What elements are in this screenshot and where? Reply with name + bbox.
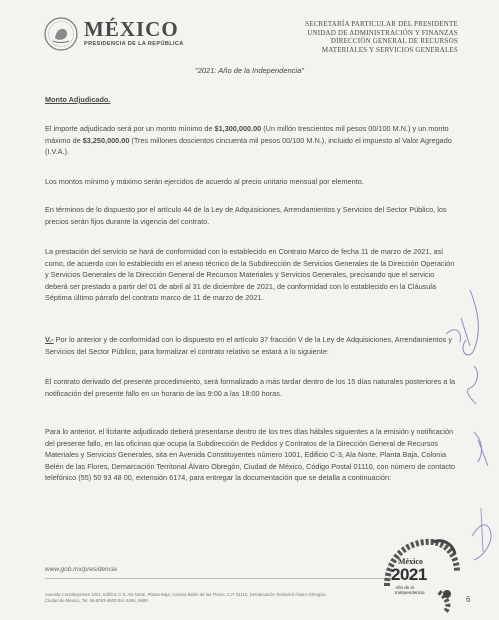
section-heading: Monto Adjudicado. [45, 95, 111, 104]
paragraph-submission-office: Para lo anterior, el licitante adjudicado deberá presentarse dentro de los tres días hábiles siguientes a la emisión y notificación del presente fallo, en las oficinas que ocupa la Subdirección de Pedidos y Contratos de la Dirección General de Recursos Materiales y Servicios Generales, sita en Avenida Constituyentes número 1001, Edificio C-3, Ala Norte, Planta Baja, Colonia Belén de las Flores, Demarcación Territorial Álvaro Obregón, Ciudad de México, Código Postal 01110, con número de contacto telefónico (55) 50 93 48 00, extensión 6174, para entregar la documentación que se detalla a continuación: [45, 427, 456, 482]
paragraph-service-terms: La prestación del servicio se hará de conformidad con lo establecido en Contrato Marco de fecha 11 de marzo de 2021, así como, de acuerdo con lo establecido en el anexo técnico de la Subdirección de Servicios Generales de la Dirección Operación y Servicios Generales de la Dirección General de Recursos Materiales y Servicios Generales, precisando que el servicio deberá ser prestado a partir del 01 de abril al 31 de diciembre de 2021, de conformidad con lo establecido en la Cláusula Séptima último párrafo del contrato marco de 11 de marzo de 2021. [45, 247, 455, 302]
text-run: (Un millón trescientos mil pesos 00/100 M.N.) y un monto máximo de [45, 124, 449, 145]
paragraph-unit-price: Los montos mínimo y máximo serán ejercidos de acuerdo al precio unitario mensual por elemento. [45, 177, 364, 187]
logo-country: México [398, 557, 423, 566]
brand-name: MÉXICO [84, 17, 179, 41]
office-line: UNIDAD DE ADMINISTRACIÓN Y FINANZAS [307, 28, 458, 37]
year-motto: "2021: Año de la Independencia" [195, 66, 304, 75]
paragraph-formalization [45, 334, 458, 357]
paragraph-amount [45, 123, 458, 157]
brand-block [84, 18, 184, 47]
footer-address [45, 592, 385, 603]
text-run: (Tres millones doscientos cincuenta mil pesos 00/100 M.N.), incluido el impuesto al Valor Agregado (I.V.A.). [45, 135, 452, 157]
address-line: Avenida Constituyentes 1001, Edificio C-3, Ala Norte, Planta Baja, Colonia Belén de las Flores, C.P. 01110, Demarcación Territorial Álvaro Obregón, [45, 592, 327, 597]
office-line: SECRETARÍA PARTICULAR DEL PRESIDENTE [305, 20, 458, 28]
page-number: 6 [466, 595, 471, 604]
maximum-amount: $3,250,000.00 [82, 135, 130, 145]
logo-year: 2021 [391, 565, 427, 584]
office-line: DIRECCIÓN GENERAL DE RECURSOS [330, 37, 458, 45]
website-link[interactable]: www.gob.mx/presidencia [45, 566, 117, 573]
paragraph-contract-deadline: El contrato derivado del presente procedimiento, será formalizado a más tardar dentro de los 15 días naturales posteriores a la notificación del presente fallo en un horario de las 9:00 a las 18:00 horas. [45, 377, 456, 398]
office-heading [305, 20, 458, 54]
paragraph-fixed-prices: En términos de lo dispuesto por el artículo 44 de la Ley de Adquisiciones, Arrendamientos y Servicios del Sector Público, los precios serán fijos durante la vigencia del contrato. [45, 205, 447, 226]
section-number: V.- [45, 335, 54, 345]
text-run: El importe adjudicado será por un monto mínimo de [45, 124, 215, 134]
minimum-amount: $1,300,000.00 [214, 124, 262, 134]
address-line: Ciudad de México, Tel. 55-5093-4800 Ext. 6266, 6689 [45, 597, 148, 603]
logo-caption-line: Independencia [395, 590, 425, 595]
brand-subtitle: PRESIDENCIA DE LA REPÚBLICA [84, 41, 184, 47]
footer-divider [45, 578, 415, 579]
logo-caption [395, 585, 425, 595]
office-line: MATERIALES Y SERVICIOS GENERALES [321, 45, 458, 54]
logo-caption-line: Año de la [395, 585, 415, 590]
national-seal-icon [44, 17, 78, 51]
text-run: Por lo anterior y de conformidad con lo dispuesto en el artículo 37 fracción V de la Ley de Adquisiciones, Arrendamientos y Servicios del Sector Público, para formalizar el contrato relativo se estará a lo siguiente: [45, 335, 452, 356]
